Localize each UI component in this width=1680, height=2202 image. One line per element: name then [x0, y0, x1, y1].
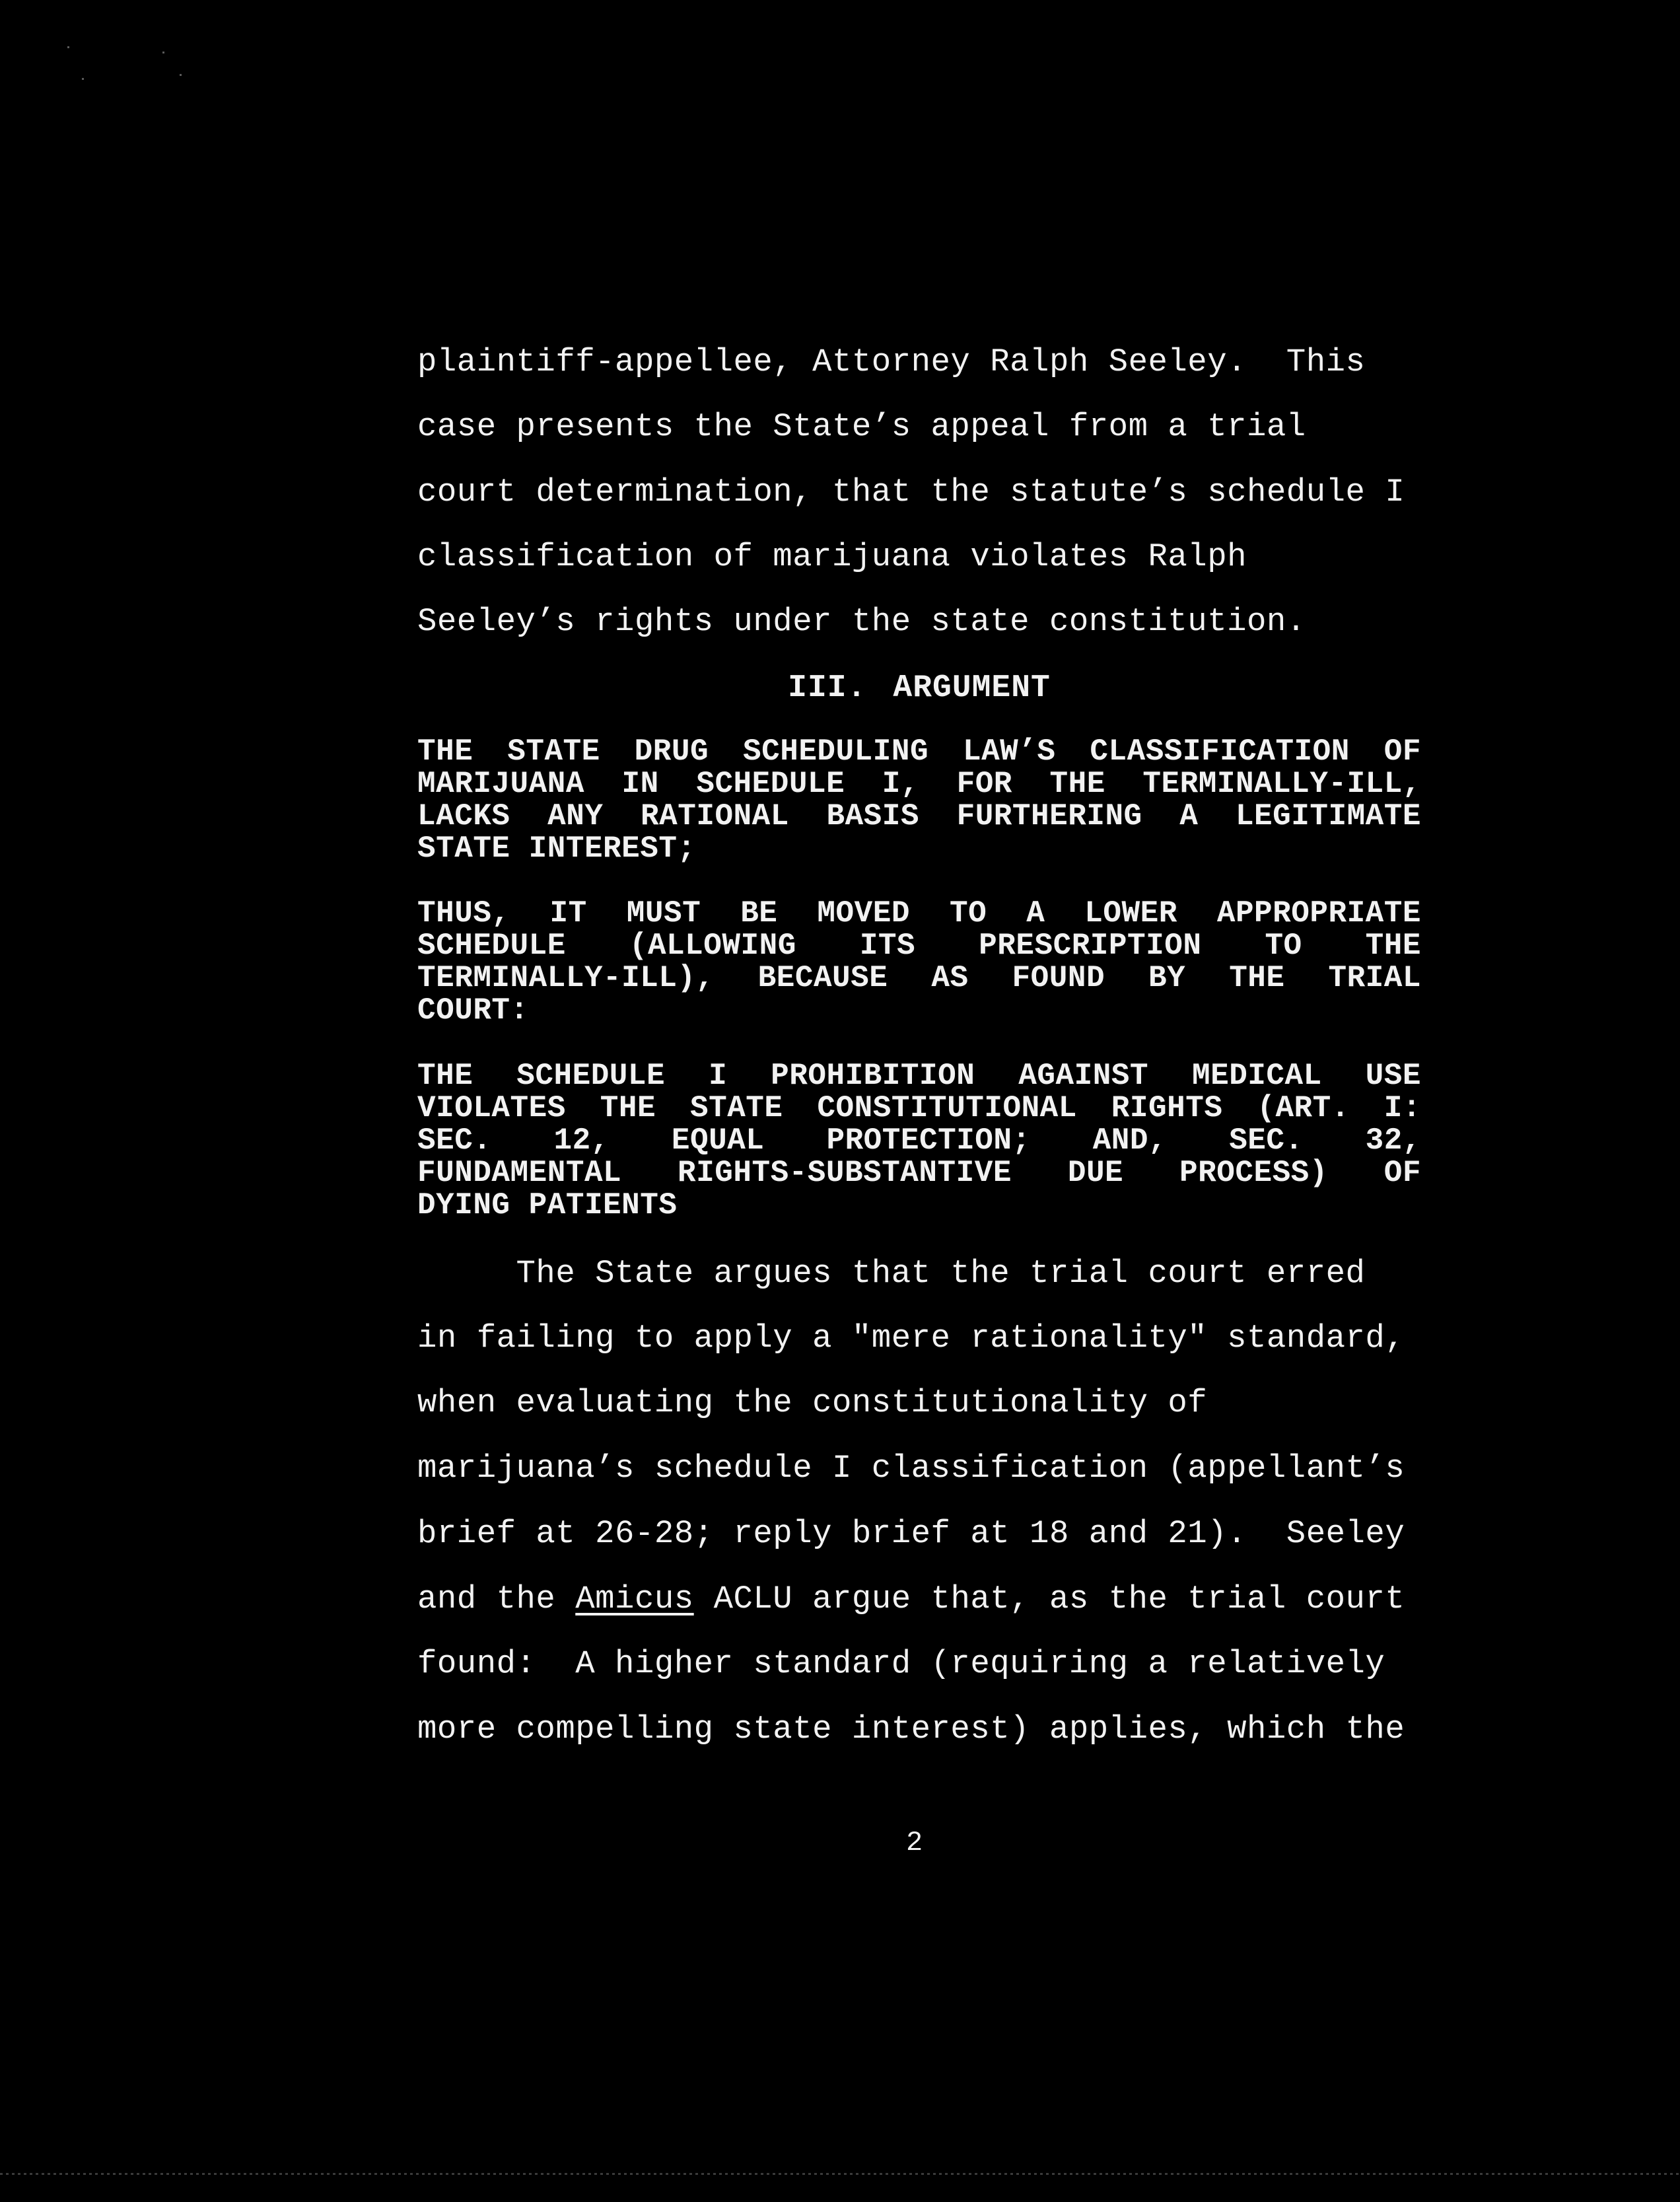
intro-line-2: case presents the State’s appeal from a trial: [417, 408, 1306, 445]
scan-speck: [67, 46, 69, 48]
caps-line: THUS, IT MUST BE MOVED TO A LOWER APPROPRIATE: [417, 896, 1421, 931]
section-heading: [417, 668, 1421, 708]
argument-line-2: in failing to apply a "mere rationality" standard,: [417, 1320, 1405, 1357]
caps-line: THE SCHEDULE I PROHIBITION AGAINST MEDICAL USE: [417, 1059, 1421, 1093]
caps-line: SCHEDULE (ALLOWING ITS PRESCRIPTION TO THE: [417, 929, 1421, 963]
section-number: III.: [788, 670, 867, 706]
scan-speck: [180, 74, 182, 76]
caps-line: MARIJUANA IN SCHEDULE I, FOR THE TERMINALLY-ILL,: [417, 767, 1421, 801]
amicus-line-before: and the: [417, 1580, 576, 1617]
caps-line: COURT:: [417, 993, 529, 1028]
section-title: ARGUMENT: [893, 670, 1051, 706]
caps-line: VIOLATES THE STATE CONSTITUTIONAL RIGHTS (ART. I:: [417, 1091, 1421, 1125]
argument-line-4: marijuana’s schedule I classification (appellant’s: [417, 1450, 1405, 1487]
amicus-term: Amicus: [575, 1580, 694, 1617]
argument-line-5: brief at 26-28; reply brief at 18 and 21). Seeley: [417, 1515, 1405, 1552]
argument-line-8: more compelling state interest) applies, which the: [417, 1711, 1405, 1748]
argument-line-6: [417, 1579, 1405, 1619]
scan-speck: [82, 78, 84, 80]
intro-line-1: plaintiff-appellee, Attorney Ralph Seeley. This: [417, 343, 1366, 380]
scan-speck: [162, 52, 164, 53]
intro-line-5: Seeley’s rights under the state constitution.: [417, 603, 1306, 640]
amicus-line-after: ACLU argue that, as the trial court: [693, 1580, 1405, 1617]
intro-line-4: classification of marijuana violates Ralph: [417, 538, 1247, 575]
argument-heading-para-2: [417, 898, 1421, 1027]
caps-line: SEC. 12, EQUAL PROTECTION; AND, SEC. 32,: [417, 1123, 1421, 1158]
caps-line: STATE INTEREST;: [417, 832, 696, 866]
argument-line-1: The State argues that the trial court erred: [417, 1255, 1366, 1292]
argument-heading-para-3: [417, 1060, 1421, 1222]
page-number: 2: [906, 1827, 923, 1859]
caps-line: LACKS ANY RATIONAL BASIS FURTHERING A LEGITIMATE: [417, 799, 1421, 834]
intro-line-3: court determination, that the statute’s schedule I: [417, 474, 1405, 511]
caps-line: FUNDAMENTAL RIGHTS-SUBSTANTIVE DUE PROCESS) OF: [417, 1156, 1421, 1190]
argument-heading-para-1: [417, 736, 1421, 865]
argument-line-3: when evaluating the constitutionality of: [417, 1384, 1208, 1421]
caps-line: TERMINALLY-ILL), BECAUSE AS FOUND BY THE TRIAL: [417, 961, 1421, 995]
scan-edge-line: [0, 2173, 1680, 2175]
caps-line: DYING PATIENTS: [417, 1188, 678, 1223]
caps-line: THE STATE DRUG SCHEDULING LAW’S CLASSIFICATION OF: [417, 734, 1421, 769]
argument-line-7: found: A higher standard (requiring a relatively: [417, 1645, 1385, 1682]
